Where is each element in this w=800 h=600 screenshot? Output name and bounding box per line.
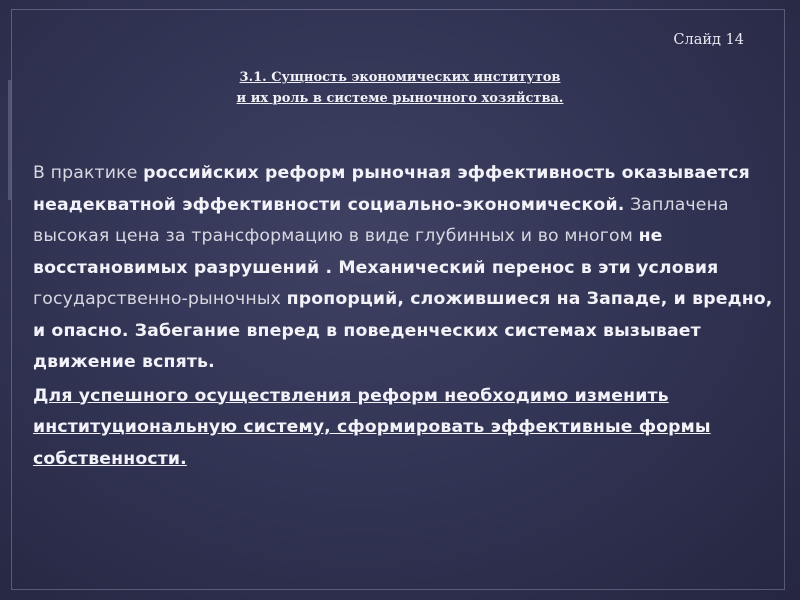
paragraph-1-segment-1: В практике (33, 163, 144, 183)
slide-title-line-1: 3.1. Сущность экономических институтов (239, 70, 561, 85)
slide-number: Слайд 14 (673, 32, 744, 48)
slide-title-line-2: и их роль в системе рыночного хозяйства. (236, 91, 564, 106)
paragraph-1-segment-6: пропорций, сложившиеся на Западе, и вредно, и опасно. Забегание вперед в поведенческих системах вызывает движение вспять. (33, 289, 773, 372)
paragraph-1-segment-4: не восстановимых разрушений . Механический перенос в эти условия (33, 226, 719, 278)
slide-title (130, 67, 670, 109)
slide-body (33, 158, 773, 475)
paragraph-2: Для успешного осуществления реформ необходимо изменить институциональную систему, сформировать эффективные формы собственности. (33, 385, 711, 469)
paragraph-1 (33, 158, 773, 379)
paragraph-1-segment-5: государственно-рыночных (33, 289, 287, 309)
paragraph-1-segment-3: Заплачена высокая цена за трансформацию в виде глубинных и во многом (33, 194, 729, 246)
paragraph-1-segment-2: российских реформ рыночная эффективность оказывается неадекватной эффективности социально-экономической. (33, 163, 750, 215)
